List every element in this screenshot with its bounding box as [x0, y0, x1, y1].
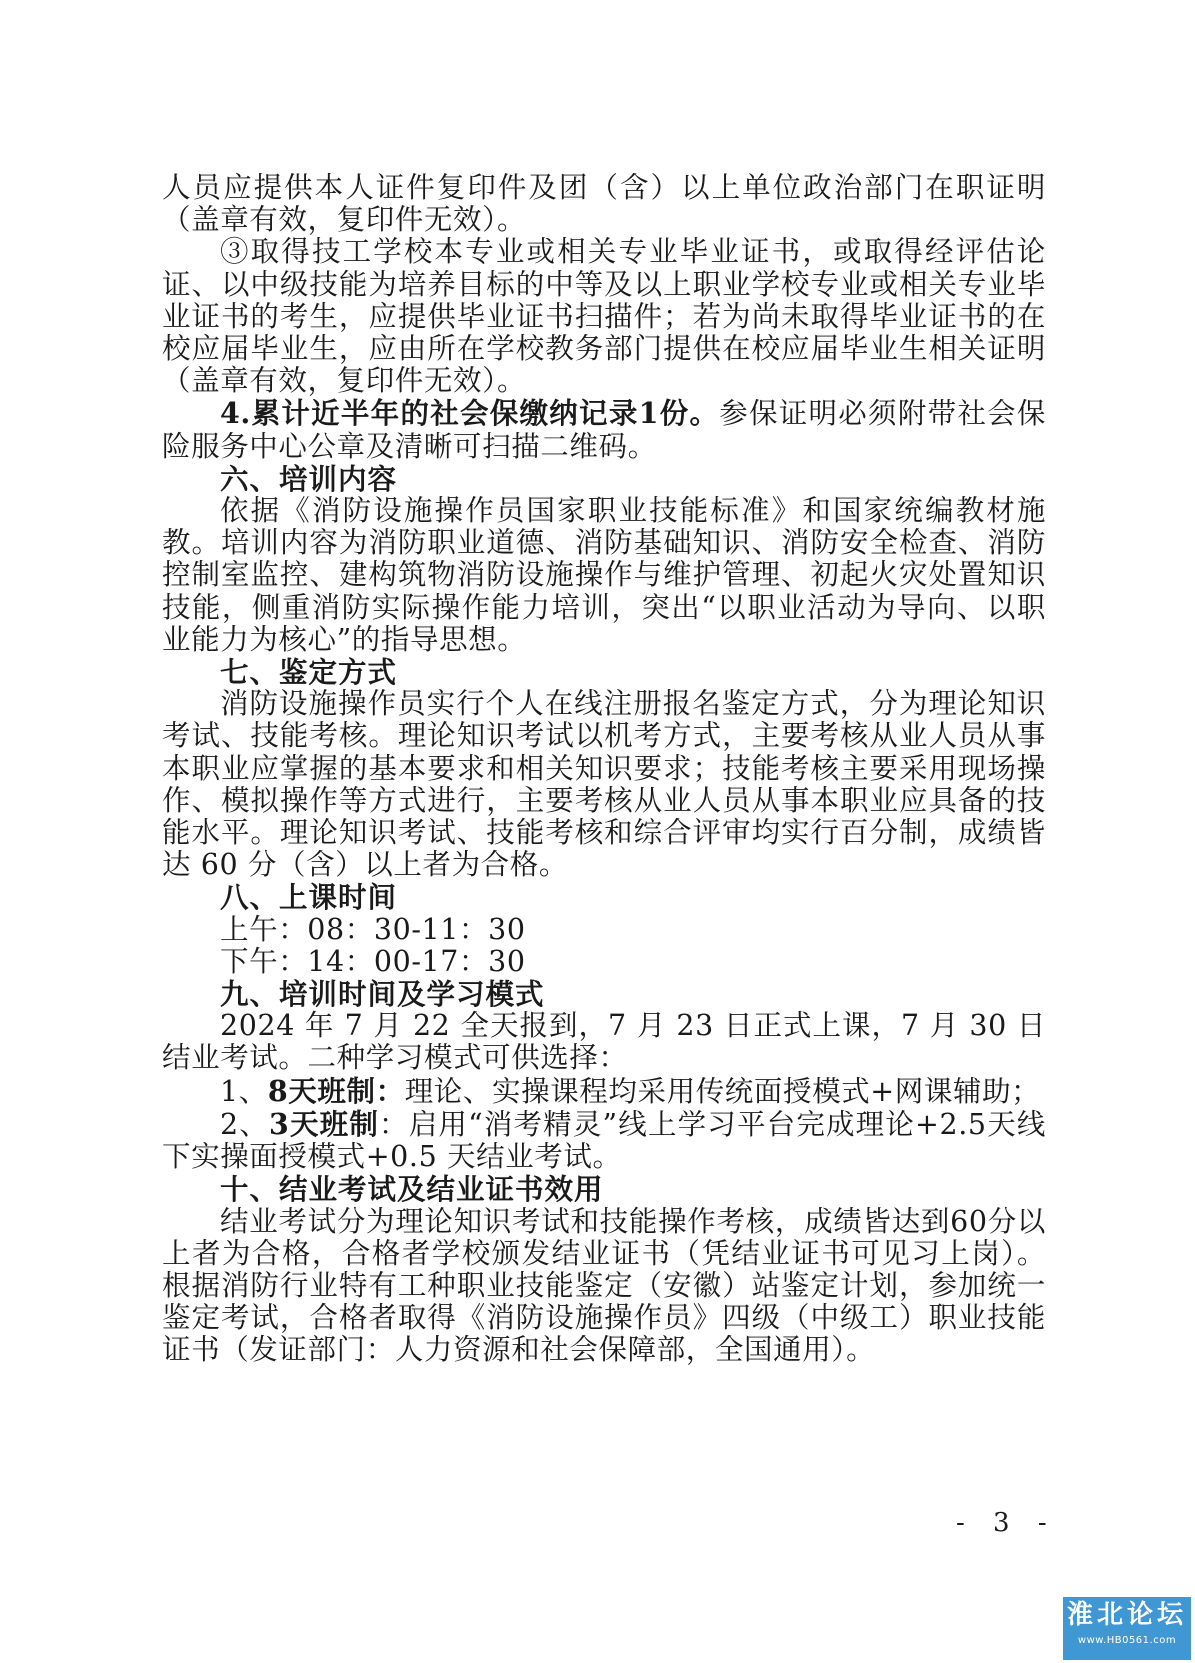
study-mode-3-day-text: ：启用“消考精灵”线上学习平台完成理论+2.5天线下实操面授模式+0.5 天结业考试。	[162, 1107, 1046, 1174]
study-mode-8-day-number: 1、	[220, 1074, 268, 1108]
study-mode-8-day-text: 理论、实操课程均采用传统面授模式+网课辅助；	[404, 1074, 1041, 1108]
section-heading-certificate: 十、结业考试及结业证书效用	[220, 1172, 604, 1207]
body-text	[162, 172, 1046, 1367]
paragraph-training-schedule: 2024 年 7 月 22 全天报到，7 月 23 日正式上课，7 月 30 日结业考试。二种学习模式可供选择：	[162, 1009, 1046, 1075]
paragraph-training-content: 依据《消防设施操作员国家职业技能标准》和国家统编教材施教。培训内容为消防职业道德、消防基础知识、消防安全检查、消防控制室监控、建构筑物消防设施操作与维护管理、初起火灾处置知识技能，侧重消防实际操作能力培训，突出“以职业活动为导向、以职业能力为核心”的指导思想。	[162, 494, 1046, 656]
study-mode-3-day-number: 2、	[220, 1107, 269, 1141]
study-mode-3-day-label: 3天班制	[269, 1106, 380, 1141]
paragraph-graduation-certificate: ③取得技工学校本专业或相关专业毕业证书，或取得经评估论证、以中级技能为培养目标的中等及以上职业学校专业或相关专业毕业证书的考生，应提供毕业证书扫描件；若为尚未取得毕业证书的在校应届毕业生，应由所在学校教务部门提供在校应届毕业生相关证明（盖章有效，复印件无效）。	[162, 235, 1046, 398]
section-heading-training-schedule: 九、培训时间及学习模式	[220, 977, 545, 1012]
afternoon-class-time: 下午：14：00-17：30	[220, 944, 526, 978]
site-watermark-logo	[1063, 1597, 1191, 1660]
paragraph-certificate: 结业考试分为理论知识考试和技能操作考核，成绩皆达到60分以上者为合格，合格者学校颁发结业证书（凭结业证书可见习上岗）。根据消防行业特有工种职业技能鉴定（安徽）站鉴定计划，参加统一鉴定考试，合格者取得《消防设施操作员》四级（中级工）职业技能证书（发证部门：人力资源和社会保障部，全国通用）。	[162, 1204, 1046, 1367]
study-mode-8-day-label: 8天班制：	[267, 1073, 405, 1108]
social-insurance-heading: 4.累计近半年的社会保缴纳记录1份。	[220, 396, 720, 431]
paragraph-id-requirement: 人员应提供本人证件复印件及团（含）以上单位政治部门在职证明（盖章有效，复印件无效）。	[162, 171, 1046, 237]
section-heading-assessment-method: 七、鉴定方式	[220, 655, 398, 690]
social-insurance-text: 参保证明必须附带社会保险服务中心公章及清晰可扫描二维码。	[162, 397, 1046, 463]
watermark-title: 淮北论坛	[1066, 1600, 1187, 1630]
page-number: - 3 -	[956, 1508, 1057, 1538]
paragraph-social-insurance	[162, 397, 1046, 462]
study-mode-3-day	[162, 1108, 1046, 1173]
study-mode-8-day	[162, 1075, 1046, 1108]
watermark-url: www.HB0561.com	[1077, 1635, 1177, 1646]
section-heading-training-content: 六、培训内容	[220, 461, 398, 496]
section-heading-class-time: 八、上课时间	[220, 880, 398, 915]
morning-class-time: 上午：08：30-11：30	[220, 912, 526, 946]
paragraph-assessment-method: 消防设施操作员实行个人在线注册报名鉴定方式，分为理论知识考试、技能考核。理论知识考试以机考方式，主要考核从业人员从事本职业应掌握的基本要求和相关知识要求；技能考核主要采用现场操作、模拟操作等方式进行，主要考核从业人员从事本职业应具备的技能水平。理论知识考试、技能考核和综合评审均实行百分制，成绩皆达 60 分（含）以上者为合格。	[162, 687, 1046, 882]
